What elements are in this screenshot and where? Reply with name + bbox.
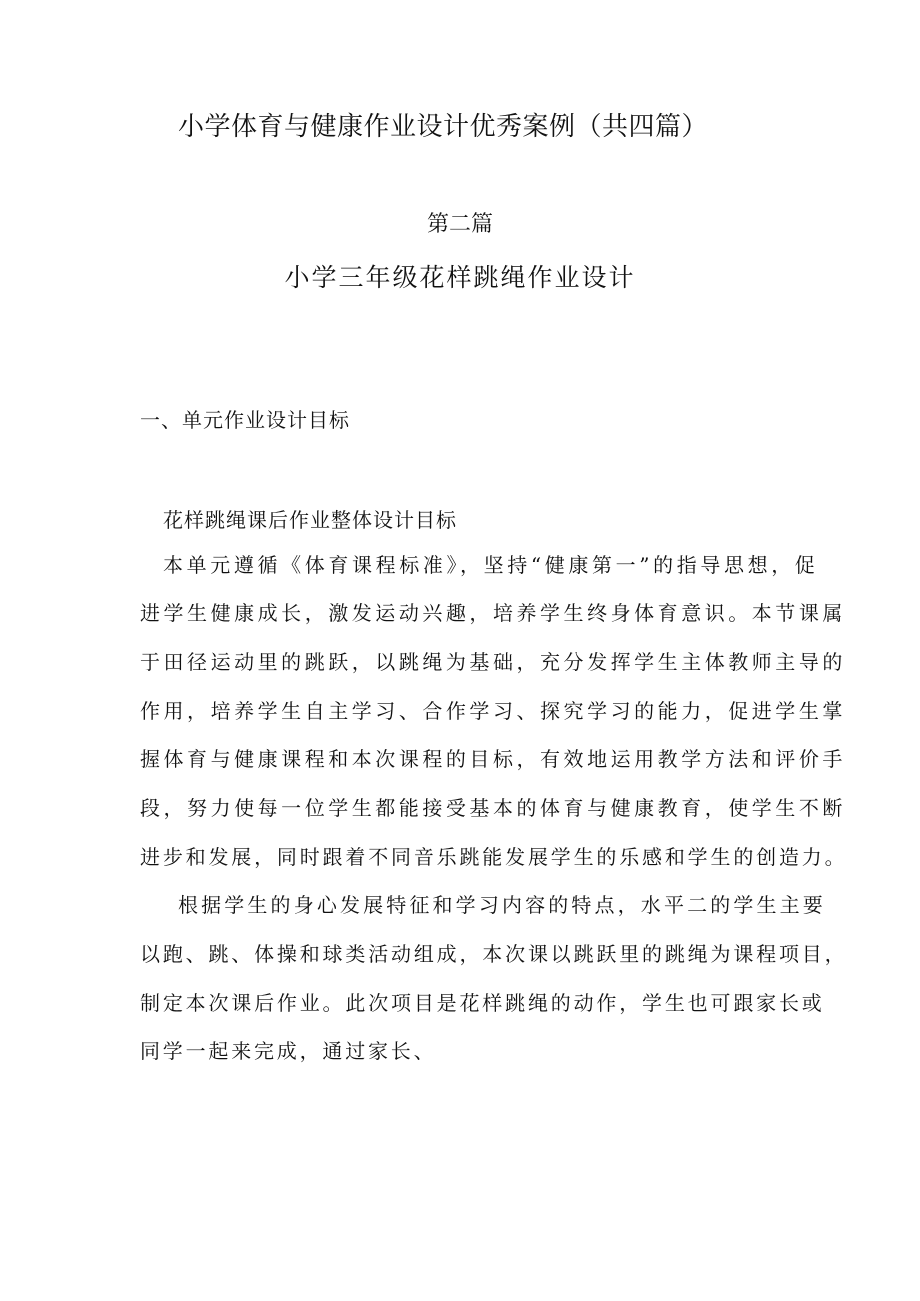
paragraph-line: 同学一起来完成，通过家长、: [140, 1039, 437, 1063]
document-title: 小学体育与健康作业设计优秀案例（共四篇）: [178, 112, 709, 142]
section-heading: 一、单元作业设计目标: [140, 408, 350, 432]
part-label: 第二篇: [426, 212, 493, 237]
paragraph-line: 握体育与健康课程和本次课程的目标，有效地运用教学方法和评价手: [140, 747, 846, 771]
paragraph-line: 本单元遵循《体育课程标准》，坚持“健康第一”的指导思想，促: [163, 553, 819, 577]
sub-heading: 花样跳绳课后作业整体设计目标: [163, 508, 457, 532]
paragraph-line: 根据学生的身心发展特征和学习内容的特点，水平二的学生主要: [178, 893, 826, 917]
paragraph-line: 制定本次课后作业。此次项目是花样跳绳的动作，学生也可跟家长或: [140, 991, 825, 1015]
paragraph-line: 段，努力使每一位学生都能接受基本的体育与健康教育，使学生不断: [140, 796, 846, 820]
paragraph-line: 于田径运动里的跳跃，以跳绳为基础，充分发挥学生主体教师主导的: [140, 650, 846, 674]
paragraph-line: 作用，培养学生自主学习、合作学习、探究学习的能力，促进学生掌: [140, 699, 846, 723]
paragraph-line: 进学生健康成长，激发运动兴趣，培养学生终身体育意识。本节课属: [140, 601, 846, 625]
paragraph-line: 以跑、跳、体操和球类活动组成，本次课以跳跃里的跳绳为课程项目，: [140, 942, 848, 966]
document-subtitle: 小学三年级花样跳绳作业设计: [284, 263, 636, 292]
paragraph-line: 进步和发展，同时跟着不同音乐跳能发展学生的乐感和学生的创造力。: [140, 845, 848, 869]
